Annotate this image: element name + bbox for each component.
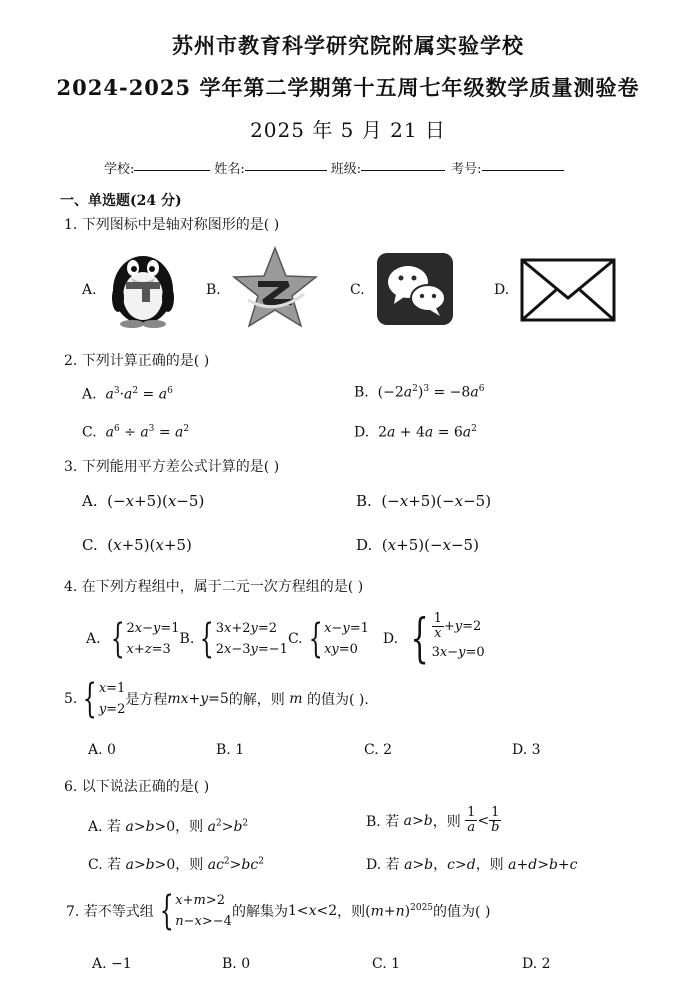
q7-text-tail: 的值为( ) xyxy=(433,904,491,920)
q7-option-d: D. 2 xyxy=(522,956,551,972)
q7-option-a: A. −1 xyxy=(92,956,132,972)
q7-text-start: 7. 若不等式组 xyxy=(66,904,154,920)
student-info-row xyxy=(104,158,564,177)
q7-text-end: ，则 xyxy=(337,904,366,920)
q7-option-c: C. 1 xyxy=(372,956,401,972)
school-label: 学校: xyxy=(104,162,135,177)
q6-option-b: B. 若 a > b ，则 $\frac{1}{a}$ < $\frac{1}{b}$ xyxy=(366,805,500,835)
q1-option-d-label: D. xyxy=(494,282,510,298)
question-6-stem: 6. 以下说法正确的是( ) xyxy=(64,779,210,795)
q7-solution-range: 1<x<2 xyxy=(287,903,338,919)
q2-option-b: B. $(-2a^2)^3 = -8a^6$ xyxy=(354,384,485,401)
question-5-stem xyxy=(64,678,369,720)
q5-text-tail: 的值为( ). xyxy=(307,692,369,708)
q2-option-c: C. $a^6 \div a^3 = a^2$ xyxy=(82,424,190,441)
q5-text-end: 的解，则 xyxy=(228,692,285,708)
q3-option-a: A. (−x+5)(x−5) xyxy=(82,492,205,510)
q2-option-a: A. $a^3\cdot a^2 = a^6$ xyxy=(82,386,173,403)
q4-option-d-label: D. xyxy=(382,630,403,647)
q3-option-b: B. (−x+5)(−x−5) xyxy=(356,492,492,510)
q5-text-mid: 是方程 xyxy=(125,692,168,708)
q7-expression: $(m+n)^{2025}$ xyxy=(365,902,434,920)
mail-envelope-icon xyxy=(520,258,616,322)
school-blank[interactable] xyxy=(134,158,210,171)
qzone-star-icon xyxy=(230,244,320,332)
exam-title: 2024-2025 学年第二学期第十五周七年级数学质量测验卷 xyxy=(56,75,640,100)
q6-option-a: A. 若 a>b>0，则 $a^2>b^2$ xyxy=(88,818,249,835)
q7-inequality-system: { x+m>2 n−x>−4 xyxy=(159,888,232,934)
name-blank[interactable] xyxy=(245,158,327,171)
q3-option-c: C. (x+5)(x+5) xyxy=(82,536,192,554)
question-3-stem: 3. 下列能用平方差公式计算的是( ) xyxy=(64,459,280,475)
q4-options-row xyxy=(86,608,485,669)
class-blank[interactable] xyxy=(361,158,445,171)
question-4-stem: 4. 在下列方程组中，属于二元一次方程组的是( ) xyxy=(64,579,364,595)
qq-penguin-icon xyxy=(104,246,182,328)
q4-option-d-system: { $\frac{1}{x}$ +y=2 3x−y=0 xyxy=(409,608,485,669)
q4-option-a-label: A. xyxy=(86,630,106,647)
number-blank[interactable] xyxy=(482,158,564,171)
q5-equation: mx+y=5 xyxy=(167,691,229,707)
q1-option-c-label: C. xyxy=(350,282,365,298)
q2-option-d: D. $2a + 4a = 6a^2$ xyxy=(354,424,477,441)
exam-date: 2025 年 5 月 21 日 xyxy=(250,118,446,142)
school-name: 苏州市教育科学研究院附属实验学校 xyxy=(172,33,524,58)
q5-solution-system: { x=1 y=2 xyxy=(83,676,126,722)
question-2-stem: 2. 下列计算正确的是( ) xyxy=(64,353,210,369)
q4-option-a-system: { 2x−y=1 x+z=3 xyxy=(110,615,180,662)
number-label: 考号: xyxy=(451,162,482,177)
q3-option-d: D. (x+5)(−x−5) xyxy=(356,536,479,554)
q5-number: 5. xyxy=(64,691,78,707)
q7-text-mid: 的解集为 xyxy=(231,904,288,920)
q5-variable-m: m xyxy=(289,691,303,707)
class-label: 班级: xyxy=(330,162,362,177)
q1-option-a-label: A. xyxy=(82,282,97,298)
q6-option-c: C. 若 a>b>0，则 $ac^2>bc^2$ xyxy=(88,856,264,873)
q4-option-c-label: C. xyxy=(287,630,303,647)
question-7-stem xyxy=(66,890,490,932)
question-1-stem: 1. 下列图标中是轴对称图形的是( ) xyxy=(64,217,280,233)
q5-option-a: A. 0 xyxy=(88,742,116,758)
q6-option-d: D. 若 a>b，c>d，则 a+d>b+c xyxy=(366,857,578,873)
q5-option-b: B. 1 xyxy=(216,742,245,758)
q7-option-b: B. 0 xyxy=(222,956,251,972)
q5-option-c: C. 2 xyxy=(364,742,393,758)
q4-option-c-system: { x−y=1 xy=0 xyxy=(308,615,369,662)
q5-option-d: D. 3 xyxy=(512,742,541,758)
section-title: 一、单选题(24 分) xyxy=(60,193,182,209)
name-label: 姓名: xyxy=(214,162,245,177)
q1-option-b-label: B. xyxy=(206,282,221,298)
wechat-icon xyxy=(376,252,454,326)
q4-option-b-system: { 3x+2y=2 2x−3y=−1 xyxy=(200,615,288,662)
q4-option-b-label: B. xyxy=(179,630,195,647)
